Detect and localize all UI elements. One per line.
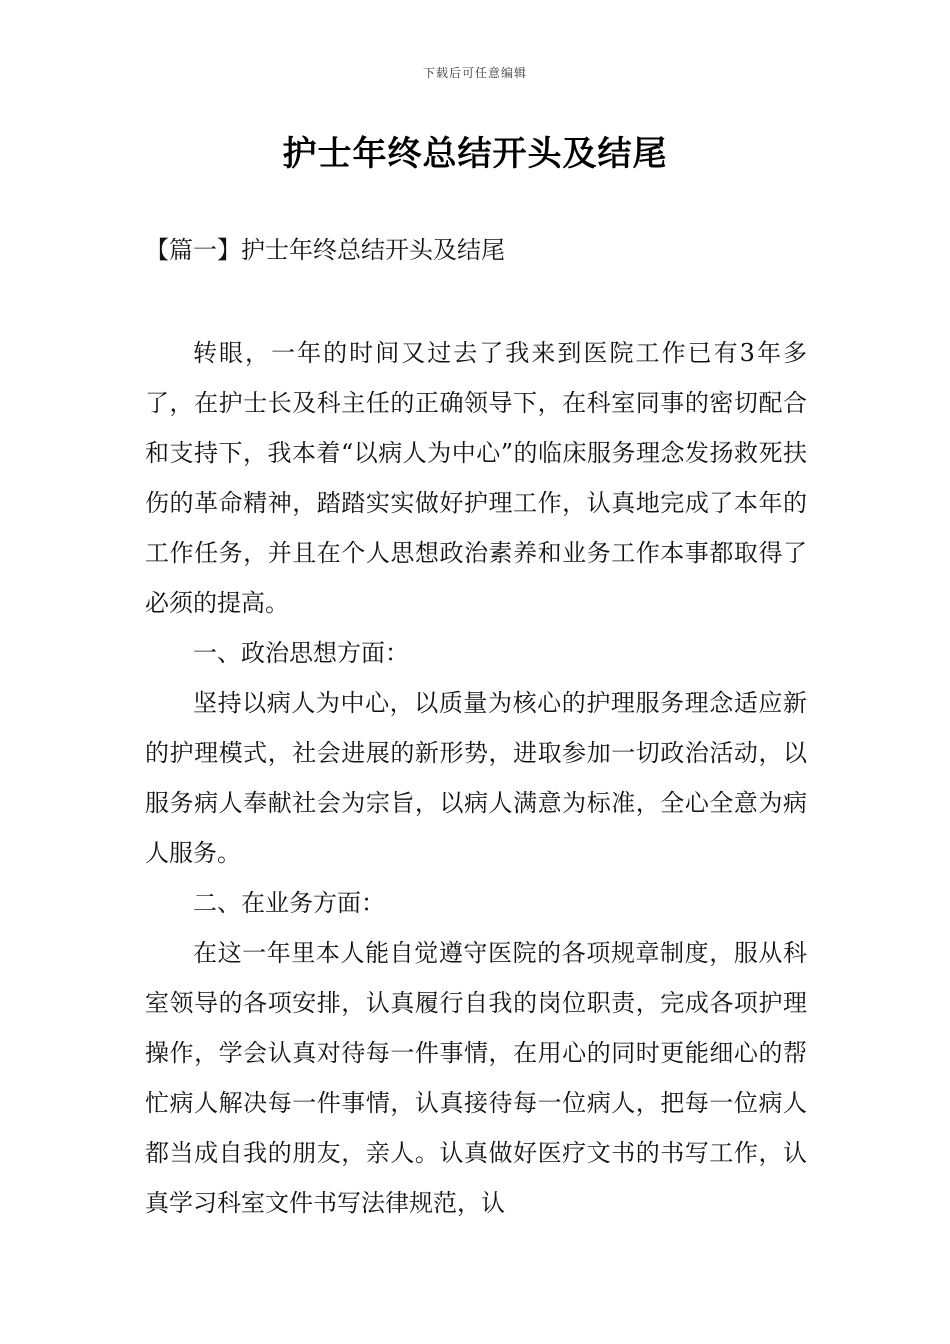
paragraph-business: 在这一年里本人能自觉遵守医院的各项规章制度，服从科室领导的各项安排，认真履行自我的岗位职责，完成各项护理操作，学会认真对待每一件事情，在用心的同时更能细心的帮忙病人解决每一件事情，认真接待每一位病人，把每一位病人都当成自我的朋友，亲人。认真做好医疗文书的书写工作，认真学习科室文件书写法律规范，认 <box>145 939 807 1217</box>
document-title: 护士年终总结开头及结尾 <box>282 134 668 174</box>
header-note: 下载后可任意编辑 <box>422 66 527 80</box>
section-heading: 【篇一】护士年终总结开头及结尾 <box>145 236 505 264</box>
paragraph-intro: 转眼，一年的时间又过去了我来到医院工作已有3年多了，在护士长及科主任的正确领导下，在科室同事的密切配合和支持下，我本着“以病人为中心”的临床服务理念发扬救死扶伤的革命精神，踏踏实实做好护理工作，认真地完成了本年的工作任务，并且在个人思想政治素养和业务工作本事都取得了必须的提高。 <box>145 339 807 617</box>
subheading-politics: 一、政治思想方面： <box>193 639 409 667</box>
document-body <box>145 328 807 1228</box>
subheading-business: 二、在业务方面： <box>193 889 385 917</box>
paragraph-politics: 坚持以病人为中心，以质量为核心的护理服务理念适应新的护理模式，社会进展的新形势，进取参加一切政治活动，以服务病人奉献社会为宗旨，以病人满意为标准，全心全意为病人服务。 <box>145 689 807 867</box>
